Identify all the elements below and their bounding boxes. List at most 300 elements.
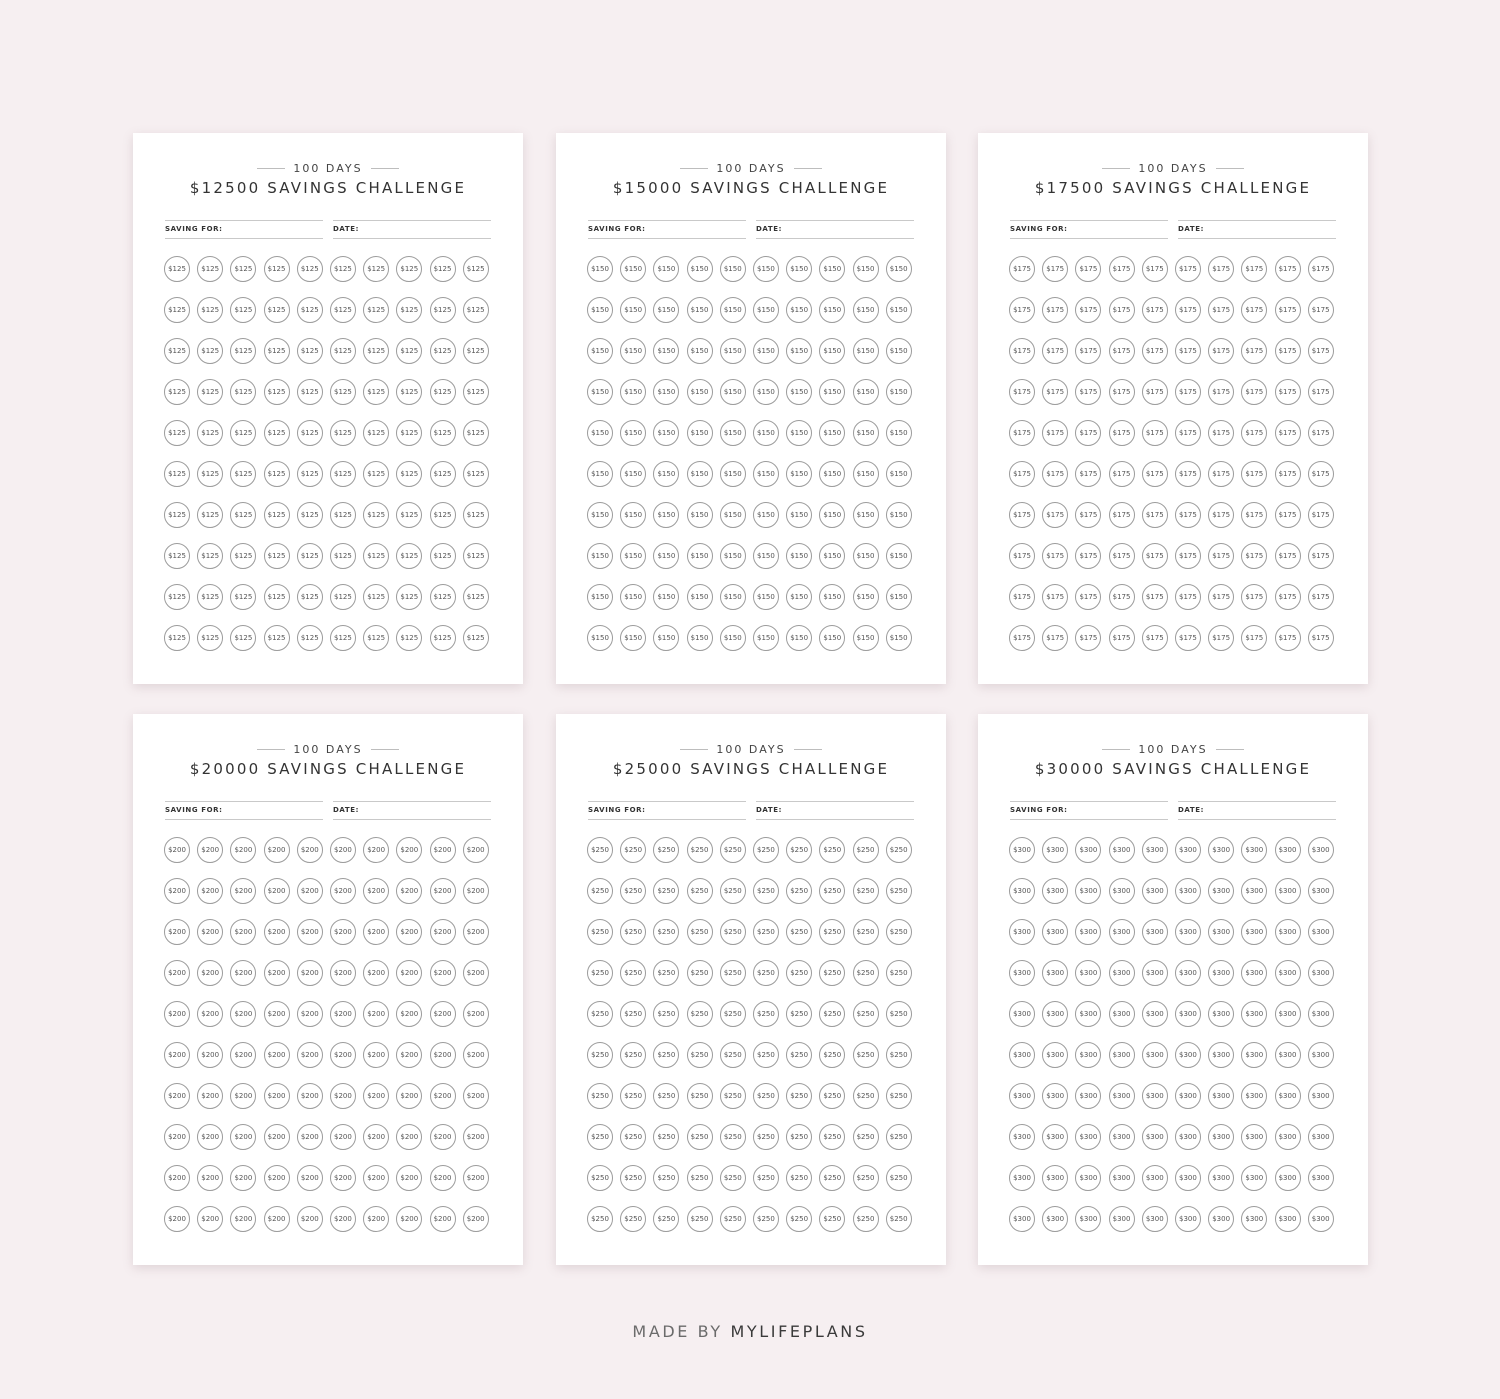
savings-coin[interactable]: $300	[1208, 1206, 1234, 1232]
savings-coin[interactable]: $200	[164, 878, 190, 904]
savings-coin[interactable]: $300	[1142, 1124, 1168, 1150]
savings-coin[interactable]: $150	[886, 379, 912, 405]
savings-coin[interactable]: $200	[330, 1083, 356, 1109]
savings-coin[interactable]: $200	[197, 1083, 223, 1109]
savings-coin[interactable]: $300	[1109, 1124, 1135, 1150]
savings-coin[interactable]: $125	[396, 625, 422, 651]
saving-for-field[interactable]	[588, 220, 746, 239]
savings-coin[interactable]: $250	[853, 1124, 879, 1150]
savings-coin[interactable]: $250	[620, 1001, 646, 1027]
savings-coin[interactable]: $300	[1142, 1001, 1168, 1027]
savings-coin[interactable]: $175	[1208, 543, 1234, 569]
savings-coin[interactable]: $200	[363, 878, 389, 904]
savings-coin[interactable]: $250	[753, 1124, 779, 1150]
savings-coin[interactable]: $200	[363, 1083, 389, 1109]
savings-coin[interactable]: $250	[720, 1206, 746, 1232]
savings-coin[interactable]: $125	[264, 420, 290, 446]
savings-coin[interactable]: $250	[819, 960, 845, 986]
savings-coin[interactable]: $200	[264, 1165, 290, 1191]
savings-coin[interactable]: $300	[1175, 837, 1201, 863]
savings-coin[interactable]: $175	[1275, 584, 1301, 610]
savings-coin[interactable]: $150	[886, 461, 912, 487]
savings-coin[interactable]: $300	[1275, 1165, 1301, 1191]
savings-coin[interactable]: $125	[164, 420, 190, 446]
savings-coin[interactable]: $200	[197, 1206, 223, 1232]
savings-coin[interactable]: $150	[720, 338, 746, 364]
savings-coin[interactable]: $150	[786, 584, 812, 610]
savings-coin[interactable]: $200	[430, 960, 456, 986]
savings-coin[interactable]: $125	[297, 338, 323, 364]
savings-coin[interactable]: $150	[620, 502, 646, 528]
savings-coin[interactable]: $300	[1109, 1206, 1135, 1232]
savings-coin[interactable]: $300	[1275, 837, 1301, 863]
savings-coin[interactable]: $200	[396, 1083, 422, 1109]
savings-coin[interactable]: $250	[886, 1206, 912, 1232]
savings-coin[interactable]: $300	[1241, 837, 1267, 863]
savings-coin[interactable]: $250	[687, 919, 713, 945]
savings-coin[interactable]: $125	[230, 543, 256, 569]
savings-coin[interactable]: $175	[1109, 297, 1135, 323]
savings-coin[interactable]: $300	[1142, 1083, 1168, 1109]
savings-coin[interactable]: $175	[1175, 461, 1201, 487]
savings-coin[interactable]: $300	[1109, 1083, 1135, 1109]
savings-coin[interactable]: $300	[1208, 878, 1234, 904]
savings-coin[interactable]: $200	[264, 1001, 290, 1027]
savings-coin[interactable]: $150	[753, 379, 779, 405]
savings-coin[interactable]: $175	[1175, 543, 1201, 569]
savings-coin[interactable]: $175	[1308, 379, 1334, 405]
savings-coin[interactable]: $125	[164, 625, 190, 651]
savings-coin[interactable]: $250	[819, 1206, 845, 1232]
savings-coin[interactable]: $175	[1009, 625, 1035, 651]
savings-coin[interactable]: $175	[1308, 256, 1334, 282]
savings-coin[interactable]: $125	[363, 420, 389, 446]
savings-coin[interactable]: $175	[1142, 256, 1168, 282]
savings-coin[interactable]: $125	[363, 256, 389, 282]
savings-coin[interactable]: $250	[653, 878, 679, 904]
savings-coin[interactable]: $200	[164, 1165, 190, 1191]
savings-coin[interactable]: $175	[1009, 543, 1035, 569]
savings-coin[interactable]: $300	[1308, 960, 1334, 986]
savings-coin[interactable]: $200	[164, 919, 190, 945]
savings-coin[interactable]: $125	[363, 543, 389, 569]
savings-coin[interactable]: $150	[786, 420, 812, 446]
savings-coin[interactable]: $150	[853, 543, 879, 569]
savings-coin[interactable]: $175	[1175, 502, 1201, 528]
savings-coin[interactable]: $175	[1042, 256, 1068, 282]
savings-coin[interactable]: $250	[587, 919, 613, 945]
savings-coin[interactable]: $200	[463, 960, 489, 986]
date-field[interactable]	[333, 220, 491, 239]
savings-coin[interactable]: $150	[687, 256, 713, 282]
savings-coin[interactable]: $200	[230, 1083, 256, 1109]
savings-coin[interactable]: $250	[653, 1206, 679, 1232]
savings-coin[interactable]: $125	[430, 625, 456, 651]
savings-coin[interactable]: $125	[197, 543, 223, 569]
savings-coin[interactable]: $175	[1042, 543, 1068, 569]
savings-coin[interactable]: $250	[853, 837, 879, 863]
date-field[interactable]	[756, 220, 914, 239]
savings-coin[interactable]: $200	[330, 1124, 356, 1150]
savings-coin[interactable]: $150	[587, 420, 613, 446]
savings-coin[interactable]: $250	[620, 1083, 646, 1109]
savings-coin[interactable]: $125	[463, 379, 489, 405]
savings-coin[interactable]: $150	[886, 420, 912, 446]
savings-coin[interactable]: $200	[330, 1042, 356, 1068]
savings-coin[interactable]: $250	[653, 1083, 679, 1109]
savings-coin[interactable]: $300	[1175, 1042, 1201, 1068]
savings-coin[interactable]: $300	[1241, 1124, 1267, 1150]
savings-coin[interactable]: $175	[1009, 461, 1035, 487]
savings-coin[interactable]: $300	[1042, 1083, 1068, 1109]
savings-coin[interactable]: $175	[1042, 379, 1068, 405]
savings-coin[interactable]: $125	[363, 297, 389, 323]
savings-coin[interactable]: $200	[430, 878, 456, 904]
savings-coin[interactable]: $200	[230, 1001, 256, 1027]
savings-coin[interactable]: $150	[587, 502, 613, 528]
savings-coin[interactable]: $200	[330, 837, 356, 863]
savings-coin[interactable]: $125	[396, 543, 422, 569]
savings-coin[interactable]: $200	[264, 960, 290, 986]
savings-coin[interactable]: $175	[1241, 420, 1267, 446]
savings-coin[interactable]: $125	[264, 584, 290, 610]
savings-coin[interactable]: $200	[164, 1042, 190, 1068]
savings-coin[interactable]: $300	[1042, 837, 1068, 863]
savings-coin[interactable]: $175	[1142, 420, 1168, 446]
savings-coin[interactable]: $125	[164, 461, 190, 487]
savings-coin[interactable]: $125	[230, 625, 256, 651]
savings-coin[interactable]: $300	[1175, 1165, 1201, 1191]
savings-coin[interactable]: $300	[1009, 1083, 1035, 1109]
savings-coin[interactable]: $150	[687, 584, 713, 610]
savings-coin[interactable]: $250	[587, 1001, 613, 1027]
savings-coin[interactable]: $200	[230, 837, 256, 863]
savings-coin[interactable]: $125	[330, 297, 356, 323]
savings-coin[interactable]: $300	[1241, 919, 1267, 945]
savings-coin[interactable]: $300	[1175, 960, 1201, 986]
savings-coin[interactable]: $250	[819, 1001, 845, 1027]
savings-coin[interactable]: $125	[463, 338, 489, 364]
savings-coin[interactable]: $250	[886, 1165, 912, 1191]
savings-coin[interactable]: $300	[1208, 1165, 1234, 1191]
savings-coin[interactable]: $250	[620, 1124, 646, 1150]
savings-coin[interactable]: $125	[230, 297, 256, 323]
savings-coin[interactable]: $175	[1175, 297, 1201, 323]
savings-coin[interactable]: $300	[1175, 1001, 1201, 1027]
savings-coin[interactable]: $175	[1109, 461, 1135, 487]
savings-coin[interactable]: $150	[720, 502, 746, 528]
savings-coin[interactable]: $250	[587, 1206, 613, 1232]
savings-coin[interactable]: $175	[1009, 420, 1035, 446]
savings-coin[interactable]: $150	[653, 543, 679, 569]
savings-coin[interactable]: $125	[330, 256, 356, 282]
savings-coin[interactable]: $150	[653, 625, 679, 651]
savings-coin[interactable]: $200	[363, 837, 389, 863]
savings-coin[interactable]: $125	[297, 420, 323, 446]
savings-coin[interactable]: $150	[786, 379, 812, 405]
savings-coin[interactable]: $250	[786, 1042, 812, 1068]
savings-coin[interactable]: $200	[463, 1165, 489, 1191]
savings-coin[interactable]: $250	[853, 1206, 879, 1232]
savings-coin[interactable]: $250	[653, 837, 679, 863]
savings-coin[interactable]: $125	[230, 461, 256, 487]
savings-coin[interactable]: $125	[164, 502, 190, 528]
savings-coin[interactable]: $175	[1308, 461, 1334, 487]
savings-coin[interactable]: $150	[819, 420, 845, 446]
savings-coin[interactable]: $125	[330, 379, 356, 405]
savings-coin[interactable]: $250	[587, 1083, 613, 1109]
savings-coin[interactable]: $175	[1308, 420, 1334, 446]
savings-coin[interactable]: $300	[1075, 1001, 1101, 1027]
savings-coin[interactable]: $300	[1042, 878, 1068, 904]
savings-coin[interactable]: $150	[687, 379, 713, 405]
savings-coin[interactable]: $125	[297, 379, 323, 405]
savings-coin[interactable]: $175	[1208, 256, 1234, 282]
savings-coin[interactable]: $300	[1208, 919, 1234, 945]
savings-coin[interactable]: $300	[1308, 1206, 1334, 1232]
savings-coin[interactable]: $200	[164, 1001, 190, 1027]
savings-coin[interactable]: $300	[1308, 878, 1334, 904]
savings-coin[interactable]: $125	[297, 461, 323, 487]
savings-coin[interactable]: $300	[1275, 1083, 1301, 1109]
savings-coin[interactable]: $175	[1308, 543, 1334, 569]
savings-coin[interactable]: $300	[1075, 1206, 1101, 1232]
savings-coin[interactable]: $175	[1208, 297, 1234, 323]
savings-coin[interactable]: $250	[819, 1083, 845, 1109]
savings-coin[interactable]: $300	[1142, 960, 1168, 986]
savings-coin[interactable]: $250	[819, 1124, 845, 1150]
savings-coin[interactable]: $150	[687, 502, 713, 528]
savings-coin[interactable]: $150	[687, 420, 713, 446]
savings-coin[interactable]: $125	[230, 379, 256, 405]
savings-coin[interactable]: $150	[687, 338, 713, 364]
savings-coin[interactable]: $250	[653, 1042, 679, 1068]
savings-coin[interactable]: $300	[1042, 1206, 1068, 1232]
savings-coin[interactable]: $150	[753, 256, 779, 282]
savings-coin[interactable]: $175	[1208, 625, 1234, 651]
savings-coin[interactable]: $150	[720, 461, 746, 487]
savings-coin[interactable]: $125	[197, 625, 223, 651]
savings-coin[interactable]: $150	[753, 502, 779, 528]
savings-coin[interactable]: $300	[1075, 960, 1101, 986]
savings-coin[interactable]: $125	[230, 584, 256, 610]
savings-coin[interactable]: $150	[786, 338, 812, 364]
savings-coin[interactable]: $125	[164, 338, 190, 364]
savings-coin[interactable]: $150	[786, 256, 812, 282]
savings-coin[interactable]: $150	[753, 625, 779, 651]
savings-coin[interactable]: $125	[430, 338, 456, 364]
savings-coin[interactable]: $125	[396, 338, 422, 364]
savings-coin[interactable]: $175	[1208, 338, 1234, 364]
savings-coin[interactable]: $300	[1241, 960, 1267, 986]
savings-coin[interactable]: $175	[1075, 584, 1101, 610]
savings-coin[interactable]: $150	[587, 379, 613, 405]
savings-coin[interactable]: $300	[1009, 1206, 1035, 1232]
savings-coin[interactable]: $175	[1075, 625, 1101, 651]
savings-coin[interactable]: $200	[297, 960, 323, 986]
savings-coin[interactable]: $125	[396, 502, 422, 528]
savings-coin[interactable]: $125	[197, 584, 223, 610]
savings-coin[interactable]: $175	[1142, 543, 1168, 569]
savings-coin[interactable]: $300	[1109, 1165, 1135, 1191]
savings-coin[interactable]: $250	[720, 837, 746, 863]
savings-coin[interactable]: $300	[1275, 919, 1301, 945]
savings-coin[interactable]: $300	[1009, 1042, 1035, 1068]
date-field[interactable]	[1178, 801, 1336, 820]
savings-coin[interactable]: $200	[363, 1165, 389, 1191]
savings-coin[interactable]: $175	[1275, 297, 1301, 323]
savings-coin[interactable]: $175	[1042, 338, 1068, 364]
savings-coin[interactable]: $200	[330, 1165, 356, 1191]
saving-for-field[interactable]	[165, 220, 323, 239]
savings-coin[interactable]: $150	[753, 584, 779, 610]
savings-coin[interactable]: $150	[886, 338, 912, 364]
savings-coin[interactable]: $250	[853, 1001, 879, 1027]
savings-coin[interactable]: $250	[886, 1124, 912, 1150]
savings-coin[interactable]: $300	[1042, 1001, 1068, 1027]
savings-coin[interactable]: $300	[1075, 1083, 1101, 1109]
savings-coin[interactable]: $250	[786, 919, 812, 945]
savings-coin[interactable]: $175	[1308, 338, 1334, 364]
savings-coin[interactable]: $125	[463, 584, 489, 610]
savings-coin[interactable]: $250	[753, 837, 779, 863]
savings-coin[interactable]: $250	[687, 1206, 713, 1232]
savings-coin[interactable]: $150	[620, 543, 646, 569]
savings-coin[interactable]: $300	[1075, 919, 1101, 945]
savings-coin[interactable]: $175	[1175, 338, 1201, 364]
savings-coin[interactable]: $150	[720, 379, 746, 405]
savings-coin[interactable]: $200	[197, 919, 223, 945]
savings-coin[interactable]: $250	[753, 1001, 779, 1027]
savings-coin[interactable]: $125	[363, 625, 389, 651]
savings-coin[interactable]: $250	[587, 878, 613, 904]
savings-coin[interactable]: $250	[819, 878, 845, 904]
savings-coin[interactable]: $250	[587, 837, 613, 863]
savings-coin[interactable]: $175	[1009, 502, 1035, 528]
savings-coin[interactable]: $125	[330, 584, 356, 610]
savings-coin[interactable]: $200	[396, 919, 422, 945]
savings-coin[interactable]: $175	[1142, 584, 1168, 610]
savings-coin[interactable]: $250	[753, 1206, 779, 1232]
savings-coin[interactable]: $150	[786, 297, 812, 323]
savings-coin[interactable]: $125	[430, 379, 456, 405]
savings-coin[interactable]: $150	[753, 297, 779, 323]
savings-coin[interactable]: $250	[720, 1083, 746, 1109]
savings-coin[interactable]: $250	[620, 919, 646, 945]
savings-coin[interactable]: $150	[620, 256, 646, 282]
savings-coin[interactable]: $175	[1075, 379, 1101, 405]
savings-coin[interactable]: $250	[819, 1165, 845, 1191]
savings-coin[interactable]: $125	[463, 625, 489, 651]
savings-coin[interactable]: $250	[853, 1165, 879, 1191]
savings-coin[interactable]: $150	[853, 584, 879, 610]
date-field[interactable]	[333, 801, 491, 820]
savings-coin[interactable]: $150	[886, 625, 912, 651]
savings-coin[interactable]: $125	[463, 461, 489, 487]
savings-coin[interactable]: $200	[297, 1083, 323, 1109]
savings-coin[interactable]: $175	[1308, 502, 1334, 528]
savings-coin[interactable]: $150	[786, 502, 812, 528]
savings-coin[interactable]: $250	[886, 837, 912, 863]
savings-coin[interactable]: $200	[330, 960, 356, 986]
savings-coin[interactable]: $125	[430, 420, 456, 446]
saving-for-field[interactable]	[588, 801, 746, 820]
savings-coin[interactable]: $200	[230, 919, 256, 945]
savings-coin[interactable]: $300	[1275, 1042, 1301, 1068]
savings-coin[interactable]: $200	[363, 960, 389, 986]
savings-coin[interactable]: $300	[1009, 878, 1035, 904]
savings-coin[interactable]: $300	[1109, 878, 1135, 904]
savings-coin[interactable]: $150	[687, 297, 713, 323]
savings-coin[interactable]: $200	[430, 1165, 456, 1191]
savings-coin[interactable]: $200	[430, 1083, 456, 1109]
savings-coin[interactable]: $250	[819, 919, 845, 945]
savings-coin[interactable]: $125	[363, 379, 389, 405]
savings-coin[interactable]: $250	[786, 1206, 812, 1232]
savings-coin[interactable]: $125	[430, 297, 456, 323]
savings-coin[interactable]: $150	[786, 543, 812, 569]
savings-coin[interactable]: $250	[687, 878, 713, 904]
savings-coin[interactable]: $300	[1241, 1165, 1267, 1191]
savings-coin[interactable]: $150	[720, 625, 746, 651]
savings-coin[interactable]: $250	[653, 960, 679, 986]
savings-coin[interactable]: $250	[687, 1165, 713, 1191]
savings-coin[interactable]: $200	[197, 960, 223, 986]
savings-coin[interactable]: $125	[363, 584, 389, 610]
savings-coin[interactable]: $200	[430, 919, 456, 945]
savings-coin[interactable]: $200	[230, 1206, 256, 1232]
savings-coin[interactable]: $300	[1142, 878, 1168, 904]
savings-coin[interactable]: $300	[1109, 919, 1135, 945]
savings-coin[interactable]: $150	[653, 502, 679, 528]
savings-coin[interactable]: $200	[297, 919, 323, 945]
savings-coin[interactable]: $200	[197, 1042, 223, 1068]
savings-coin[interactable]: $125	[264, 625, 290, 651]
savings-coin[interactable]: $150	[853, 420, 879, 446]
savings-coin[interactable]: $200	[230, 1042, 256, 1068]
savings-coin[interactable]: $125	[363, 502, 389, 528]
savings-coin[interactable]: $300	[1275, 1206, 1301, 1232]
savings-coin[interactable]: $300	[1308, 1124, 1334, 1150]
savings-coin[interactable]: $175	[1042, 461, 1068, 487]
savings-coin[interactable]: $175	[1075, 543, 1101, 569]
savings-coin[interactable]: $300	[1275, 1001, 1301, 1027]
savings-coin[interactable]: $150	[853, 625, 879, 651]
savings-coin[interactable]: $125	[264, 297, 290, 323]
savings-coin[interactable]: $175	[1109, 256, 1135, 282]
savings-coin[interactable]: $300	[1009, 1001, 1035, 1027]
savings-coin[interactable]: $125	[330, 543, 356, 569]
savings-coin[interactable]: $150	[886, 502, 912, 528]
savings-coin[interactable]: $250	[687, 1083, 713, 1109]
savings-coin[interactable]: $150	[819, 543, 845, 569]
savings-coin[interactable]: $200	[396, 1206, 422, 1232]
savings-coin[interactable]: $150	[786, 461, 812, 487]
savings-coin[interactable]: $175	[1042, 502, 1068, 528]
savings-coin[interactable]: $300	[1241, 1042, 1267, 1068]
savings-coin[interactable]: $175	[1241, 297, 1267, 323]
savings-coin[interactable]: $175	[1109, 625, 1135, 651]
savings-coin[interactable]: $150	[786, 625, 812, 651]
savings-coin[interactable]: $175	[1142, 461, 1168, 487]
savings-coin[interactable]: $250	[753, 1042, 779, 1068]
savings-coin[interactable]: $300	[1208, 1124, 1234, 1150]
savings-coin[interactable]: $150	[753, 420, 779, 446]
savings-coin[interactable]: $125	[330, 625, 356, 651]
savings-coin[interactable]: $200	[463, 1206, 489, 1232]
savings-coin[interactable]: $250	[886, 878, 912, 904]
savings-coin[interactable]: $175	[1241, 461, 1267, 487]
